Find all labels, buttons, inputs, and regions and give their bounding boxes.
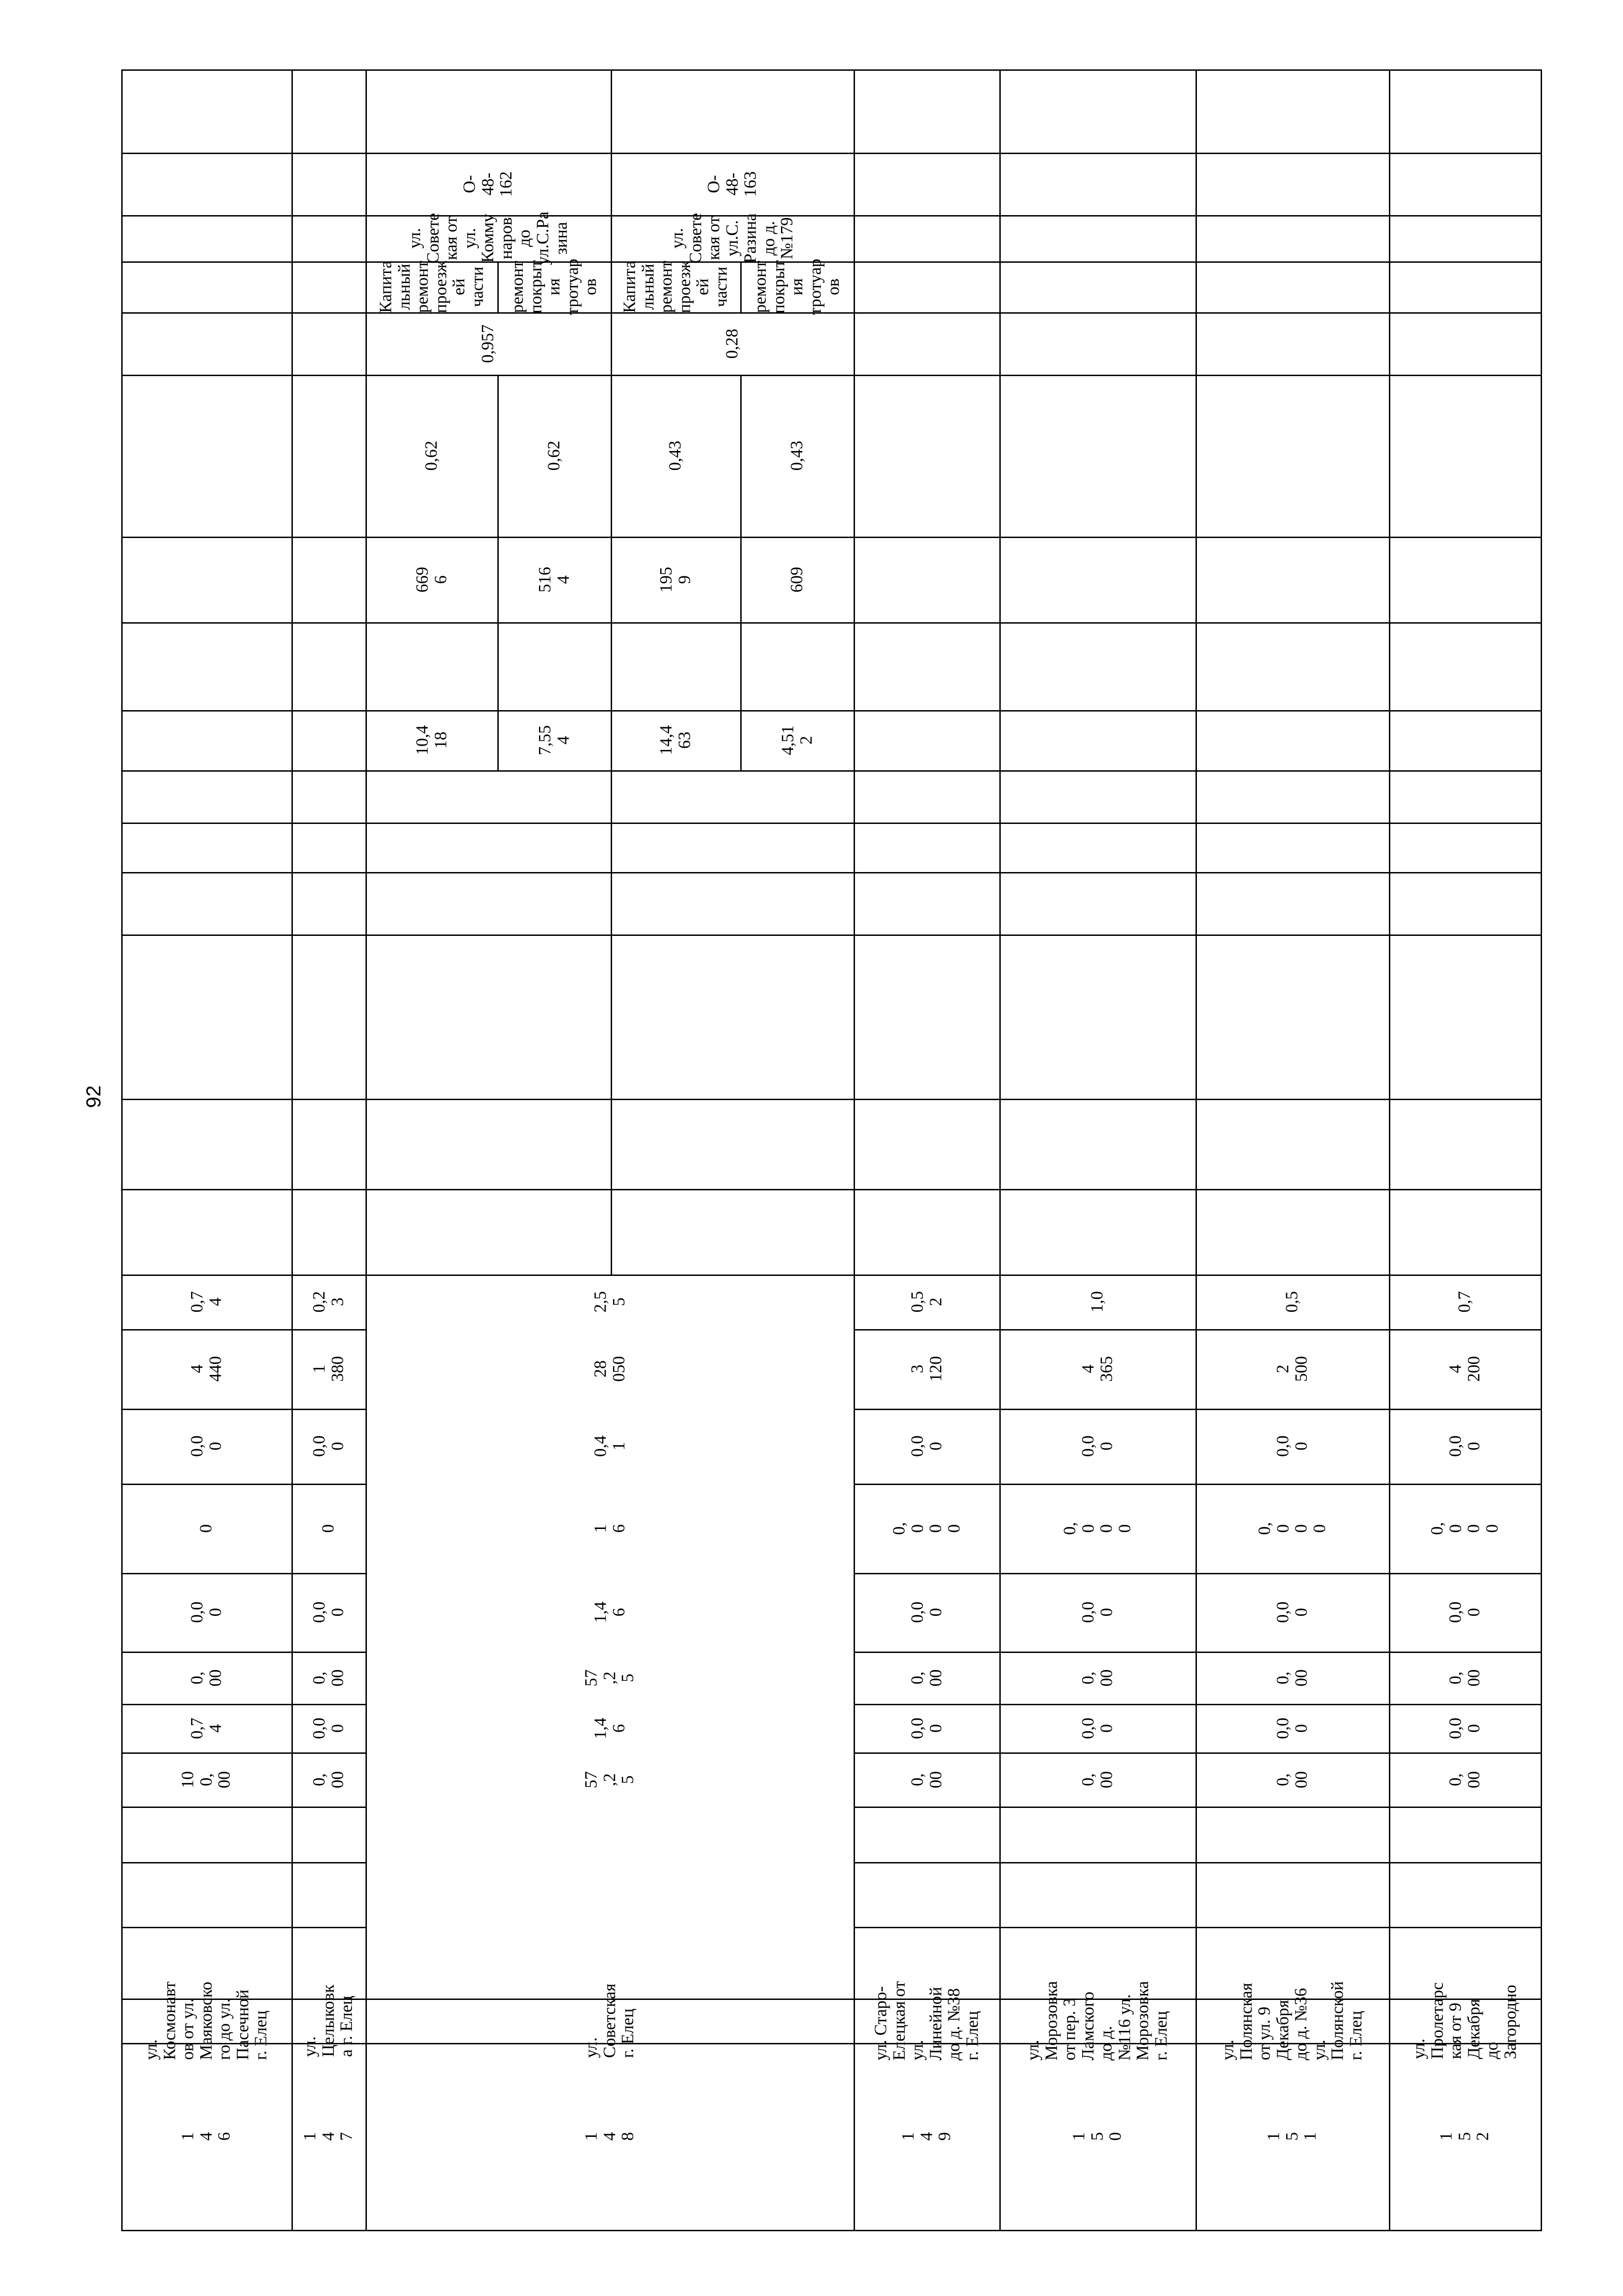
value-cell-text: 0,0 0	[1078, 1601, 1116, 1623]
value-cell-text: 57 ,2 5	[582, 1771, 638, 1788]
work-area-text: 609	[787, 566, 806, 593]
road-name	[1389, 1982, 1541, 2060]
row-number	[854, 2043, 999, 2230]
value-cell	[365, 1573, 854, 1652]
value-cell-text: 0, 00	[310, 1771, 347, 1788]
value-cell-text: 0,7 4	[187, 1717, 225, 1739]
value-cell	[1196, 1484, 1389, 1573]
value-cell	[999, 1652, 1196, 1704]
value-cell	[365, 1275, 854, 1329]
work-cost-text: 14,4 63	[657, 725, 694, 755]
object-code-text: О- 48- 163	[704, 171, 760, 197]
value-cell	[365, 1329, 854, 1409]
value-cell	[121, 1329, 291, 1409]
value-cell	[999, 1484, 1196, 1573]
value-cell-text: 0, 00	[187, 1669, 225, 1686]
value-cell-text: 0, 00	[907, 1771, 945, 1788]
work-type-text: Капита льный ремонт проезж ей части	[620, 260, 731, 313]
value-cell-text: 0,0 0	[1273, 1717, 1311, 1739]
road-name-text: ул. Пролетарс кая от 9 Декабря до Загородно	[1409, 1982, 1520, 2060]
value-cell	[1389, 1573, 1541, 1652]
value-cell-text: 0,0 0	[1078, 1717, 1116, 1739]
value-cell	[121, 1752, 291, 1807]
value-cell-text: 0, 00	[1273, 1771, 1311, 1788]
value-cell	[999, 1752, 1196, 1807]
work-rate	[497, 375, 611, 537]
value-cell-text: 0,0 0	[907, 1717, 945, 1739]
value-cell	[1389, 1484, 1541, 1573]
value-cell	[854, 1409, 999, 1484]
value-cell-text: 0,0 0	[1446, 1601, 1483, 1623]
value-cell-text: 4 440	[187, 1356, 225, 1382]
road-name	[999, 1981, 1196, 2061]
value-cell	[1196, 1652, 1389, 1704]
work-area-text: 669 6	[412, 566, 450, 593]
row-number-text: 1 4 8	[582, 2132, 638, 2141]
value-cell-text: 0,7 4	[187, 1291, 225, 1313]
value-cell-text: 0,0 0	[1273, 1601, 1311, 1623]
work-area	[740, 537, 854, 622]
value-cell	[1196, 1409, 1389, 1484]
value-cell	[121, 1704, 291, 1752]
road-name	[854, 1981, 999, 2061]
road-name-text: ул. Морозовка от пер. 3 Ламского до д. №116 ул. Морозовка г. Елец	[1023, 1981, 1171, 2061]
work-area	[611, 537, 740, 622]
value-cell	[291, 1329, 365, 1409]
work-length-text: 0,28	[722, 328, 742, 359]
value-cell	[365, 1752, 854, 1807]
work-cost	[497, 710, 611, 770]
value-cell	[999, 1409, 1196, 1484]
work-length-text: 0,957	[478, 324, 498, 363]
work-type	[365, 261, 497, 312]
value-cell-text: 0, 00	[907, 1669, 945, 1686]
object-location	[611, 213, 854, 264]
row-number	[365, 2043, 854, 2230]
value-cell	[365, 1704, 854, 1752]
value-cell-text: 1,4 6	[590, 1601, 628, 1623]
work-cost	[740, 710, 854, 770]
work-length	[611, 312, 854, 375]
work-length	[365, 312, 611, 375]
road-name-text: ул. Советская г. Елец	[582, 1983, 638, 2058]
value-cell-text: 0,0 0	[1446, 1435, 1483, 1457]
value-cell	[365, 1484, 854, 1573]
value-cell	[1389, 1329, 1541, 1409]
value-cell-text: 0,0 0	[310, 1435, 347, 1457]
row-number	[291, 2043, 365, 2230]
value-cell	[121, 1652, 291, 1704]
object-code-text: О- 48- 162	[460, 171, 516, 197]
value-cell-text: 3 120	[907, 1356, 945, 1382]
value-cell-text: 0,0 0	[907, 1435, 945, 1457]
value-cell-text: 1 6	[590, 1524, 628, 1533]
work-rate-text: 0,43	[787, 440, 806, 471]
value-cell	[121, 1573, 291, 1652]
value-cell	[999, 1704, 1196, 1752]
work-rate-text: 0,62	[421, 440, 441, 471]
work-area	[497, 537, 611, 622]
work-rate	[365, 375, 497, 537]
value-cell	[291, 1652, 365, 1704]
value-cell	[854, 1275, 999, 1329]
work-cost	[365, 710, 497, 770]
work-type-text: ремонт покрыт ия тротуар ов	[750, 259, 843, 315]
work-rate-text: 0,43	[666, 440, 685, 471]
value-cell-text: 0,7	[1455, 1291, 1474, 1313]
row-number-text: 1 4 6	[178, 2132, 234, 2141]
value-cell-text: 0,0 0	[187, 1601, 225, 1623]
work-type-text: Капита льный ремонт проезж ей части	[376, 260, 487, 313]
work-cost	[611, 710, 740, 770]
value-cell-text: 57 ,2 5	[582, 1669, 638, 1686]
object-code	[365, 153, 611, 215]
value-cell-text: 0,0 0	[1446, 1717, 1483, 1739]
value-cell	[121, 1484, 291, 1573]
value-cell-text: 2,5 5	[590, 1291, 628, 1313]
value-cell	[365, 1652, 854, 1704]
row-number-text: 1 5 1	[1264, 2132, 1320, 2141]
value-cell-text: 0, 0 0 0	[1255, 1522, 1329, 1535]
value-cell-text: 0, 00	[310, 1669, 347, 1686]
object-location-text: ул. Совете кая от ул.С. Разина до д. №179	[667, 213, 797, 264]
value-cell-text: 0, 0 0 0	[889, 1522, 964, 1535]
value-cell	[1196, 1329, 1389, 1409]
value-cell-text: 0, 00	[1446, 1771, 1483, 1788]
value-cell	[854, 1573, 999, 1652]
value-cell	[291, 1409, 365, 1484]
value-cell-text: 0,0 0	[310, 1601, 347, 1623]
value-cell	[291, 1275, 365, 1329]
object-location-text: ул. Совете кая от ул. Комму наров до ул.С.Ра зина	[405, 211, 571, 265]
work-rate	[740, 375, 854, 537]
road-name	[365, 1983, 854, 2058]
work-type	[740, 259, 854, 315]
value-cell	[1196, 1275, 1389, 1329]
object-location	[365, 211, 611, 265]
value-cell-text: 0,0 0	[1273, 1435, 1311, 1457]
value-cell	[121, 1275, 291, 1329]
value-cell	[854, 1484, 999, 1573]
road-name	[291, 1984, 365, 2057]
value-cell-text: 2 500	[1273, 1356, 1311, 1382]
value-cell	[121, 1409, 291, 1484]
work-type	[497, 259, 611, 315]
value-cell-text: 10 0, 00	[178, 1771, 234, 1788]
value-cell-text: 0, 0 0 0	[1427, 1522, 1502, 1535]
value-cell-text: 0,5 2	[907, 1291, 945, 1313]
value-cell-text: 0,0 0	[187, 1435, 225, 1457]
work-area-text: 516 4	[535, 566, 573, 593]
value-cell	[1389, 1704, 1541, 1752]
value-cell-text: 0	[197, 1524, 216, 1533]
road-name-text: ул. Космонавт ов от ул. Маяковско го до ул. Пасечной г. Елец	[142, 1981, 271, 2060]
row-number	[1196, 2043, 1389, 2230]
value-cell-text: 0, 00	[1273, 1669, 1311, 1686]
value-cell	[1196, 1573, 1389, 1652]
value-cell	[1389, 1275, 1541, 1329]
object-code	[611, 153, 854, 215]
row-number-text: 1 4 9	[898, 2132, 954, 2141]
value-cell-text: 4 365	[1078, 1356, 1116, 1382]
value-cell-text: 0,0 0	[1078, 1435, 1116, 1457]
value-cell-text: 0, 00	[1446, 1669, 1483, 1686]
row-number	[999, 2043, 1196, 2230]
value-cell-text: 28 050	[590, 1356, 628, 1382]
value-cell	[1389, 1752, 1541, 1807]
row-number-text: 1 5 2	[1437, 2132, 1493, 2141]
work-type	[611, 261, 740, 312]
value-cell	[854, 1752, 999, 1807]
value-cell	[1196, 1752, 1389, 1807]
row-number	[121, 2043, 291, 2230]
road-name-text: ул. Целыковк а г. Елец	[300, 1984, 356, 2057]
value-cell	[365, 1409, 854, 1484]
work-cost-text: 7,55 4	[535, 725, 573, 755]
value-cell	[854, 1652, 999, 1704]
work-rate-text: 0,62	[544, 440, 564, 471]
value-cell-text: 0, 0 0 0	[1060, 1522, 1134, 1535]
page-number: 92	[82, 1085, 105, 1108]
road-name-text: ул. Старо- Елецкая от ул. Линейной до д. №38 г. Елец	[871, 1981, 982, 2061]
value-cell-text: 0, 00	[1078, 1771, 1116, 1788]
value-cell	[854, 1329, 999, 1409]
row-number-text: 1 4 7	[300, 2132, 356, 2141]
value-cell	[291, 1704, 365, 1752]
value-cell-text: 0,0 0	[907, 1601, 945, 1623]
work-cost-text: 4,51 2	[778, 725, 816, 755]
value-cell-text: 0	[319, 1524, 338, 1533]
road-name-text: ул. Полянская от ул. 9 Декабря до д. №36 ул. Полянской г. Елец	[1218, 1981, 1366, 2061]
value-cell-text: 0,4 1	[590, 1435, 628, 1457]
value-cell	[1196, 1704, 1389, 1752]
value-cell	[1389, 1409, 1541, 1484]
value-cell-text: 0,5	[1282, 1291, 1302, 1313]
row-number-text: 1 5 0	[1069, 2132, 1125, 2141]
value-cell-text: 0,0 0	[310, 1717, 347, 1739]
work-area-text: 195 9	[657, 566, 694, 593]
value-cell	[1389, 1652, 1541, 1704]
value-cell-text: 1 380	[310, 1356, 347, 1382]
value-cell-text: 1,4 6	[590, 1717, 628, 1739]
value-cell-text: 0, 00	[1078, 1669, 1116, 1686]
work-area	[365, 537, 497, 622]
value-cell	[291, 1573, 365, 1652]
value-cell	[854, 1704, 999, 1752]
work-type-text: ремонт покрыт ия тротуар ов	[508, 259, 600, 315]
value-cell	[291, 1484, 365, 1573]
row-number	[1389, 2043, 1541, 2230]
value-cell-text: 4 200	[1446, 1356, 1483, 1382]
value-cell	[291, 1752, 365, 1807]
value-cell	[999, 1573, 1196, 1652]
value-cell-text: 0,2 3	[310, 1291, 347, 1313]
value-cell	[999, 1275, 1196, 1329]
work-rate	[611, 375, 740, 537]
road-name	[1196, 1981, 1389, 2061]
work-cost-text: 10,4 18	[412, 725, 450, 755]
value-cell	[999, 1329, 1196, 1409]
road-name	[121, 1981, 291, 2060]
value-cell-text: 1,0	[1088, 1291, 1107, 1313]
